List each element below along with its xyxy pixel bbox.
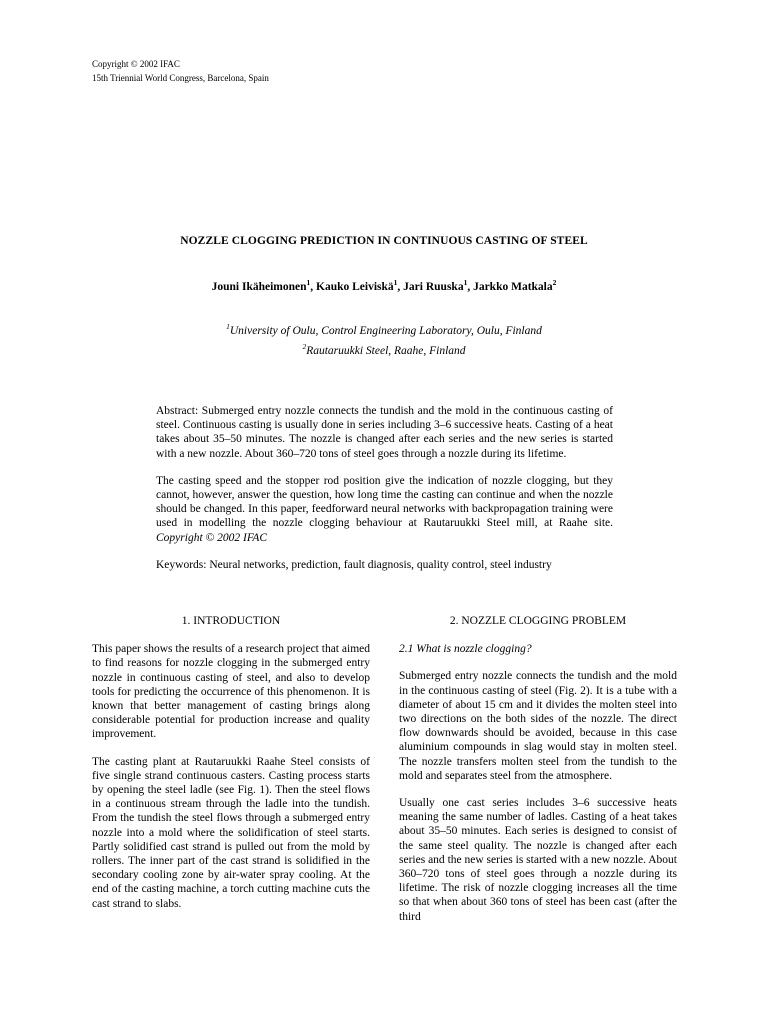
paper-title: NOZZLE CLOGGING PREDICTION IN CONTINUOUS CASTING OF STEEL	[180, 235, 588, 247]
body-paragraph: This paper shows the results of a research project that aimed to find reasons for nozzle clogging in the submerged entry nozzle in continuous casting of steel, and also to develop tools for predicting the occurrence of this phenomenon. It is known that better management of casting brings along considerable potential for production increase and quality improvement.	[92, 643, 370, 741]
copyright-header	[92, 57, 269, 85]
abstract-block	[156, 404, 613, 585]
left-column	[92, 614, 370, 924]
body-paragraph: The casting plant at Rautaruukki Raahe Steel consists of five single strand continuous casters. Casting process starts by opening the steel ladle (see Fig. 1). Then the steel flows in a continuous stream through the ladle into the tundish. From the tundish the steel flows through a submerged entry nozzle into a mold where the solidification of steel starts. Partly solidified cast strand is pulled out from the mold by rollers. The inner part of the cast strand is solidified in the secondary cooling zone by air-water spray cooling. At the end of the casting machine, a torch cutting machine cuts the cast strand to slabs.	[92, 755, 370, 910]
abstract-paragraph: Abstract: Submerged entry nozzle connects the tundish and the mold in the continuous casting of steel. Continuous casting is usually done in series including 3–6 successive heats. Casting of a heat takes about 35–50 minutes. The nozzle is changed after each series and the new series is started with a new nozzle. About 360–720 tons of steel goes through a nozzle during its lifetime.	[156, 405, 613, 460]
author-name: Jari Ruuska	[403, 280, 464, 293]
section-heading-introduction: 1. INTRODUCTION	[181, 615, 281, 627]
body-paragraph: Submerged entry nozzle connects the tundish and the mold in the continuous casting of steel (Fig. 2). It is a tube with a diameter of about 15 cm and it divides the molten steel into two directions on the both sides of the nozzle. The direct flow downwards should be avoided, because in this case aluminium compounds in slag would stay in molten steel. The nozzle transfers molten steel from the tundish to the mold and separates steel from the atmosphere.	[399, 670, 677, 782]
author-name: Jouni Ikäheimonen	[211, 280, 307, 293]
body-paragraph: Usually one cast series includes 3–6 successive heats meaning the same number of ladles. Casting of a heat takes about 35–50 minutes. Each series is designed to consist of the same steel quality. The nozzle is changed after each series and the new series is started with a new nozzle. About 360–720 tons of steel goes through a nozzle during its lifetime. The risk of nozzle clogging increases all the time so that when about 360 tons of steel has been cast (after the third	[399, 797, 677, 923]
keywords: Keywords: Neural networks, prediction, fault diagnosis, quality control, steel industry	[156, 558, 552, 571]
abstract-text: The casting speed and the stopper rod position give the indication of nozzle clogging, but they cannot, however, answer the question, how long time the casting can continue and when the nozzle should be changed. In this paper, feedforward neural networks with backpropagation training were used in modelling the nozzle clogging behaviour at Rautaruukki Steel mill, at Raahe site.	[156, 474, 613, 530]
affiliations	[0, 319, 768, 359]
congress-line: 15th Triennial World Congress, Barcelona, Spain	[92, 73, 269, 83]
affiliation-text: University of Oulu, Control Engineering Laboratory, Oulu, Finland	[229, 324, 542, 337]
author-sup: 1	[393, 278, 398, 287]
author-name: Jarkko Matkala	[473, 280, 553, 293]
abstract-copyright: Copyright © 2002 IFAC	[156, 531, 268, 544]
subsection-heading: 2.1 What is nozzle clogging?	[399, 643, 532, 656]
affiliation-line	[0, 319, 768, 339]
affiliation-line	[0, 339, 768, 359]
abstract-paragraph	[156, 474, 613, 545]
affiliation-sup: 1	[226, 322, 230, 331]
author-list: Jouni Ikäheimonen$^1$, Kauko Leiviskä$^1$, Jari Ruuska$^1$, Jarkko Matkala$^2$	[211, 278, 557, 293]
author-name: Kauko Leiviskä	[316, 280, 394, 293]
author-sup: 1	[463, 278, 468, 287]
author-sup: 2	[552, 278, 557, 287]
section-heading-nozzle-clogging: 2. NOZZLE CLOGGING PROBLEM	[449, 615, 627, 627]
affiliation-sup: 2	[302, 341, 307, 351]
copyright-line: Copyright © 2002 IFAC	[92, 59, 180, 69]
affiliation-text: Rautaruukki Steel, Raahe, Finland	[306, 344, 466, 357]
author-sup: 1	[306, 278, 311, 287]
right-column	[399, 614, 677, 937]
